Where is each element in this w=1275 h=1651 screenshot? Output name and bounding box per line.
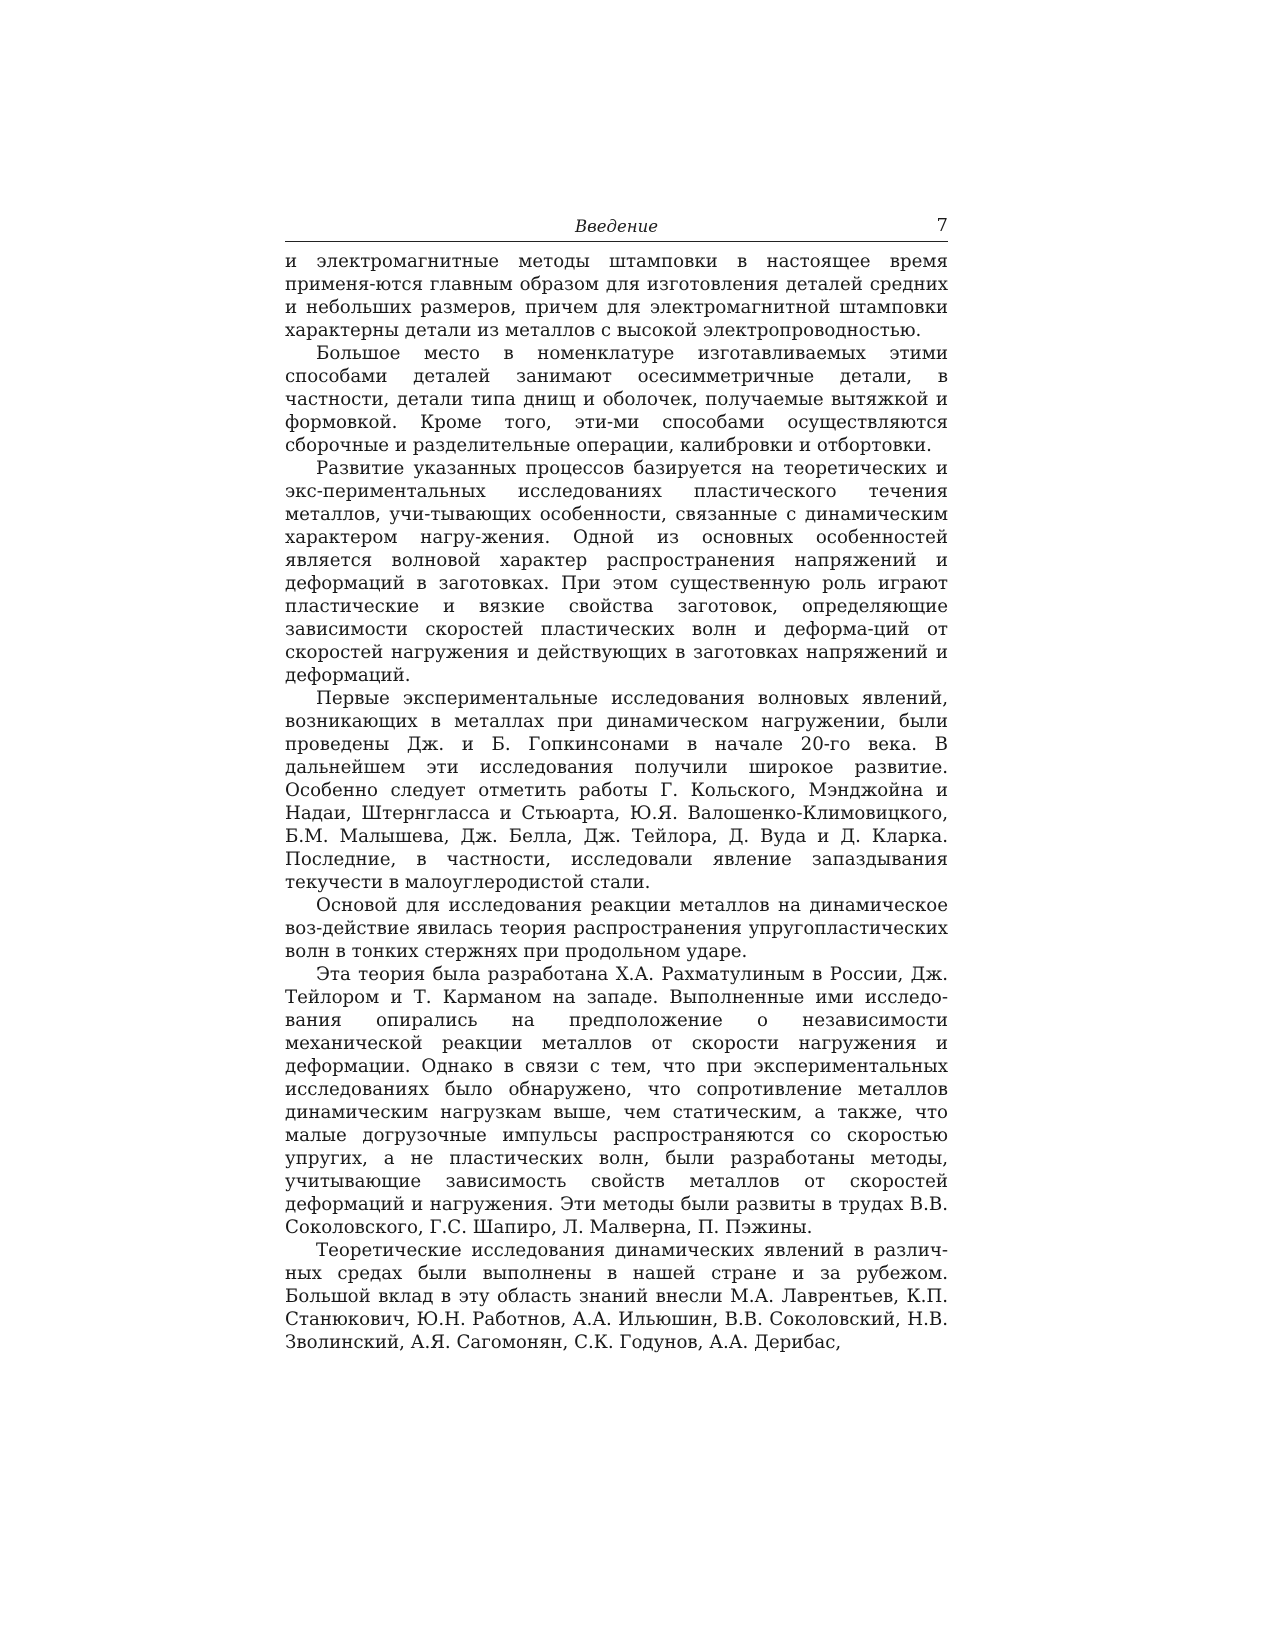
page-number: 7 [936,215,948,236]
paragraph-1: и электромагнитные методы штамповки в настоящее время применя-ются главным образом для изготовления деталей средних и небольших размеров, причем для электромагнитной штамповки характерны детали из металлов с высокой электропроводностью. [285,251,948,341]
body-text [285,250,948,1354]
book-page [285,215,948,1354]
paragraph-3: Развитие указанных процессов базируется на теоретических и экс-периментальных исследованиях пластического течения металлов, учи-тывающих особенности, связанные с динамическим характером нагру-жения. Одной из основных особенностей является волновой характер распространения напряжений и деформаций в заготовках. При этом существенную роль играют пластические и вязкие свойства заготовок, определяющие зависимости скоростей пластических волн и деформа-ций от скоростей нагружения и действующих в заготовках напряжений и деформаций. [285,458,948,686]
running-head-title: Введение [575,217,658,236]
paragraph-6: Эта теория была разработана Х.А. Рахматулиным в России, Дж. Тейлором и Т. Карманом на западе. Выполненные ими исследо-вания опирались на предположение о независимости механической реакции металлов от скорости нагружения и деформации. Однако в связи с тем, что при экспериментальных исследованиях было обнаружено, что сопротивление металлов динамическим нагрузкам выше, чем статическим, а также, что малые догрузочные импульсы распространяются со скоростью упругих, а не пластических волн, были разработаны методы, учитывающие зависимость свойств металлов от скоростей деформаций и нагружения. Эти методы были развиты в трудах В.В. Соколовского, Г.С. Шапиро, Л. Малверна, П. Пэжины. [285,964,948,1238]
paragraph-7: Теоретические исследования динамических явлений в различ-ных средах были выполнены в нашей стране и за рубежом. Большой вклад в эту область знаний внесли М.А. Лаврентьев, К.П. Станюкович, Ю.Н. Работнов, А.А. Ильюшин, В.В. Соколовский, Н.В. Зволинский, А.Я. Сагомонян, С.К. Годунов, А.А. Дерибас, [285,1240,948,1353]
paragraph-5: Основой для исследования реакции металлов на динамическое воз-действие явилась теория распространения упругопластических волн в тонких стержнях при продольном ударе. [285,895,948,962]
paragraph-4: Первые экспериментальные исследования волновых явлений, возникающих в металлах при динамическом нагружении, были проведены Дж. и Б. Гопкинсонами в начале 20-го века. В дальнейшем эти исследования получили широкое развитие. Особенно следует отметить работы Г. Кольского, Мэнджойна и Надаи, Штернгласса и Стьюарта, Ю.Я. Валошенко-Климовицкого, Б.М. Малышева, Дж. Белла, Дж. Тейлора, Д. Вуда и Д. Кларка. Последние, в частности, исследовали явление запаздывания текучести в малоуглеродистой стали. [285,688,948,893]
running-head [285,215,948,242]
paragraph-2: Большое место в номенклатуре изготавливаемых этими способами деталей занимают осесимметричные детали, в частности, детали типа днищ и оболочек, получаемые вытяжкой и формовкой. Кроме того, эти-ми способами осуществляются сборочные и разделительные операции, калибровки и отбортовки. [285,343,948,456]
